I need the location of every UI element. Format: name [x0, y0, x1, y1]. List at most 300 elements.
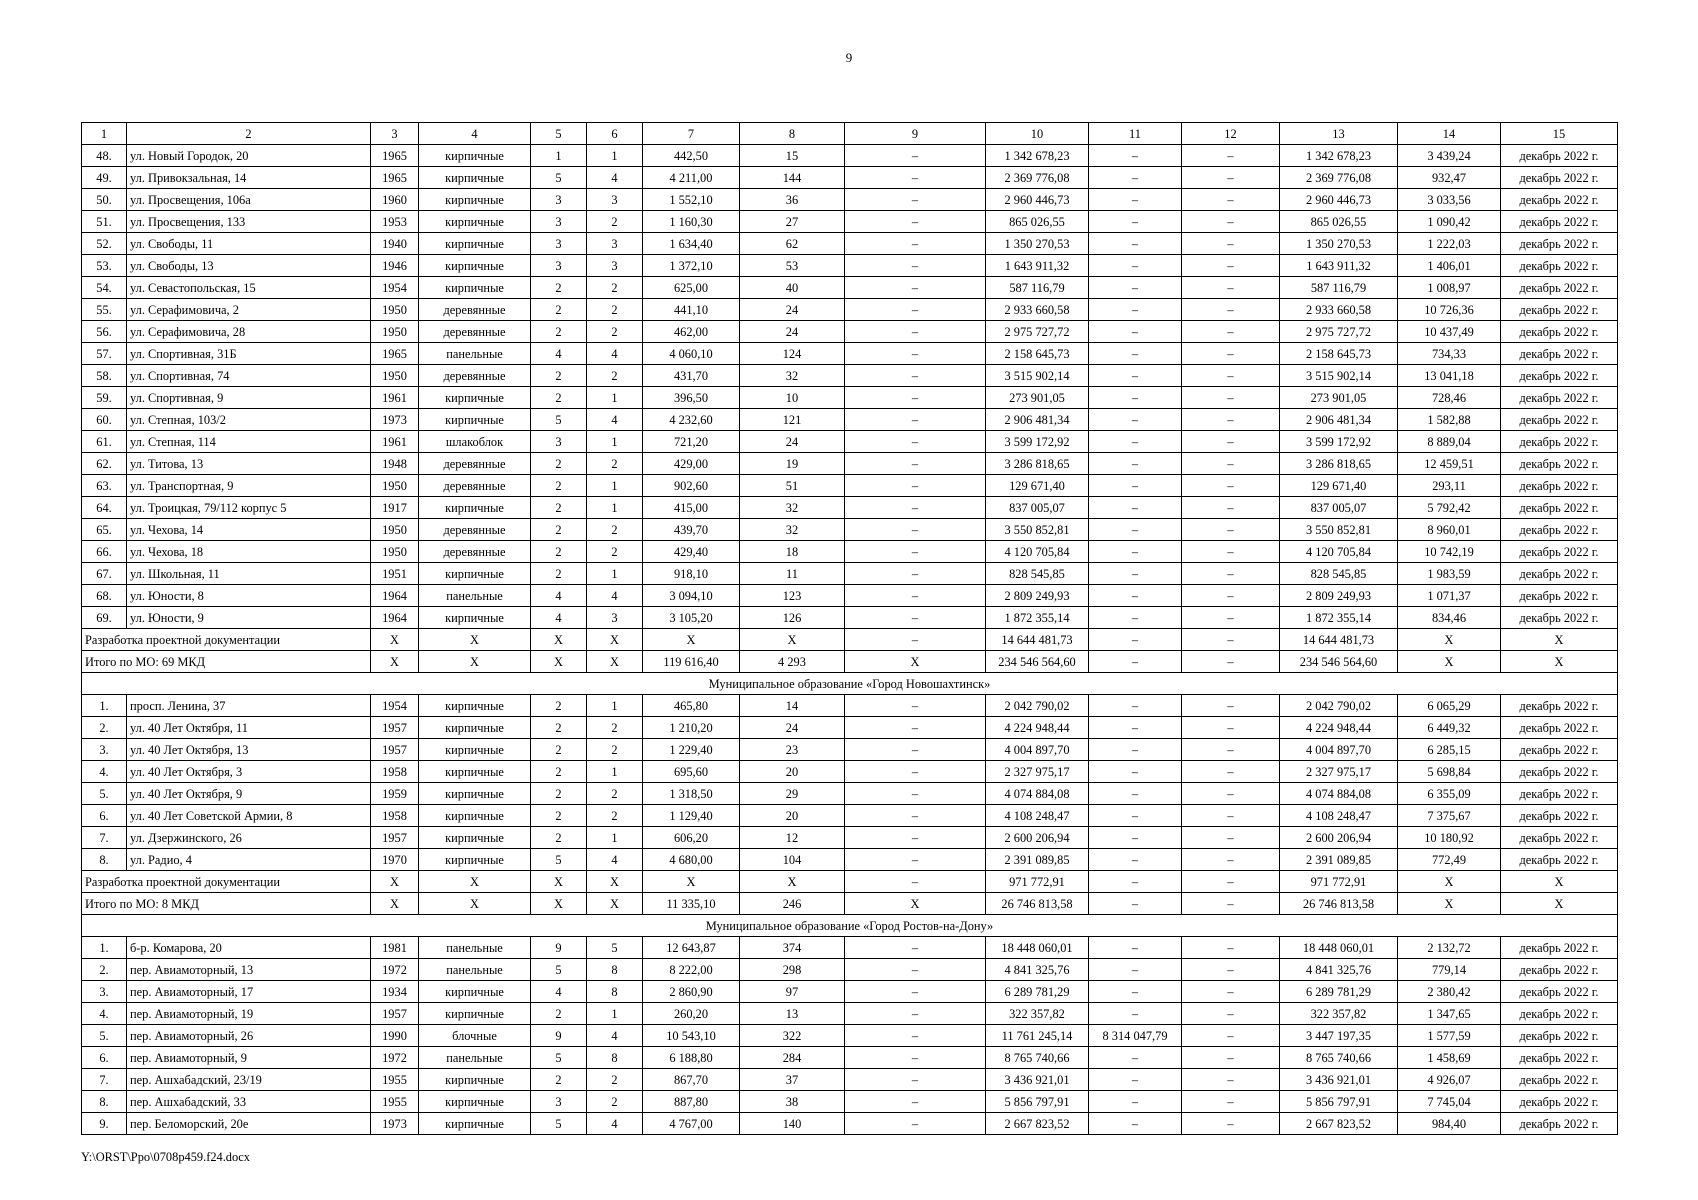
table-row	[82, 981, 1618, 1003]
table-cell: кирпичные	[419, 695, 531, 717]
table-cell: –	[845, 167, 986, 189]
table-cell: 59.	[82, 387, 127, 409]
table-cell: 40	[740, 277, 845, 299]
table-cell: 2 327 975,17	[1280, 761, 1398, 783]
table-cell: –	[845, 255, 986, 277]
table-cell: 69.	[82, 607, 127, 629]
table-cell: –	[845, 343, 986, 365]
table-cell: 5 698,84	[1398, 761, 1501, 783]
table-cell: 2 667 823,52	[986, 1113, 1089, 1135]
table-cell: –	[1182, 959, 1280, 981]
table-cell: 4	[587, 409, 643, 431]
table-cell: –	[1089, 563, 1182, 585]
table-cell: –	[1182, 409, 1280, 431]
table-body	[82, 145, 1618, 1135]
address-cell: ул. Юности, 9	[127, 607, 371, 629]
table-cell: 260,20	[643, 1003, 740, 1025]
table-cell: 273 901,05	[1280, 387, 1398, 409]
table-cell: 1	[531, 145, 587, 167]
address-cell: пер. Ашхабадский, 23/19	[127, 1069, 371, 1091]
table-cell: 4	[587, 849, 643, 871]
table-cell: 2	[587, 365, 643, 387]
table-cell: –	[1182, 541, 1280, 563]
table-cell: –	[845, 409, 986, 431]
table-cell: –	[845, 453, 986, 475]
table-cell: 5.	[82, 783, 127, 805]
table-cell: 439,70	[643, 519, 740, 541]
table-cell: 1950	[371, 475, 419, 497]
table-cell: декабрь 2022 г.	[1501, 717, 1618, 739]
table-cell: 322 357,82	[1280, 1003, 1398, 1025]
table-row	[82, 189, 1618, 211]
table-row	[82, 1003, 1618, 1025]
table-cell: 6 188,80	[643, 1047, 740, 1069]
table-cell: 1981	[371, 937, 419, 959]
table-cell: –	[845, 563, 986, 585]
table-cell: 1 872 355,14	[1280, 607, 1398, 629]
table-cell: –	[1182, 255, 1280, 277]
summary-cell: –	[845, 629, 986, 651]
table-cell: 1 872 355,14	[986, 607, 1089, 629]
table-cell: –	[1182, 277, 1280, 299]
address-cell: ул. Спортивная, 74	[127, 365, 371, 387]
summary-cell: X	[419, 893, 531, 915]
summary-cell: X	[587, 893, 643, 915]
table-cell: 442,50	[643, 145, 740, 167]
table-row	[82, 937, 1618, 959]
table-cell: 6 449,32	[1398, 717, 1501, 739]
table-cell: 1.	[82, 695, 127, 717]
table-cell: деревянные	[419, 321, 531, 343]
address-cell: ул. Свободы, 11	[127, 233, 371, 255]
table-cell: 11	[740, 563, 845, 585]
table-cell: блочные	[419, 1025, 531, 1047]
table-cell: 12 643,87	[643, 937, 740, 959]
table-cell: 3 286 818,65	[986, 453, 1089, 475]
table-cell: 2	[531, 1003, 587, 1025]
table-cell: декабрь 2022 г.	[1501, 365, 1618, 387]
table-cell: 779,14	[1398, 959, 1501, 981]
table-cell: –	[845, 1047, 986, 1069]
table-cell: 6 065,29	[1398, 695, 1501, 717]
table-cell: 1 406,01	[1398, 255, 1501, 277]
table-cell: 1 229,40	[643, 739, 740, 761]
table-cell: 124	[740, 343, 845, 365]
table-cell: 3 550 852,81	[986, 519, 1089, 541]
table-cell: 4 120 705,84	[986, 541, 1089, 563]
summary-cell: –	[845, 871, 986, 893]
table-cell: декабрь 2022 г.	[1501, 431, 1618, 453]
table-cell: 3.	[82, 981, 127, 1003]
table-cell: –	[845, 189, 986, 211]
table-cell: 2	[587, 277, 643, 299]
table-cell: –	[845, 475, 986, 497]
table-cell: 5 792,42	[1398, 497, 1501, 519]
address-cell: пер. Авиамоторный, 9	[127, 1047, 371, 1069]
table-cell: декабрь 2022 г.	[1501, 387, 1618, 409]
table-row	[82, 761, 1618, 783]
table-cell: 2	[587, 783, 643, 805]
table-row	[82, 431, 1618, 453]
table-cell: декабрь 2022 г.	[1501, 585, 1618, 607]
table-cell: шлакоблок	[419, 431, 531, 453]
table-cell: –	[1182, 805, 1280, 827]
table-cell: кирпичные	[419, 409, 531, 431]
housing-repair-table	[81, 122, 1618, 1135]
table-cell: 18 448 060,01	[986, 937, 1089, 959]
table-cell: кирпичные	[419, 783, 531, 805]
table-cell: 1965	[371, 145, 419, 167]
table-cell: 123	[740, 585, 845, 607]
table-cell: 984,40	[1398, 1113, 1501, 1135]
table-cell: 68.	[82, 585, 127, 607]
table-cell: –	[845, 805, 986, 827]
summary-cell: X	[531, 871, 587, 893]
column-number: 3	[371, 123, 419, 145]
table-cell: 1 160,30	[643, 211, 740, 233]
table-cell: –	[1182, 1047, 1280, 1069]
table-row	[82, 167, 1618, 189]
table-cell: 19	[740, 453, 845, 475]
address-cell: пер. Беломорский, 20е	[127, 1113, 371, 1135]
table-row	[82, 211, 1618, 233]
summary-cell: X	[1398, 893, 1501, 915]
table-cell: декабрь 2022 г.	[1501, 475, 1618, 497]
table-cell: 322 357,82	[986, 1003, 1089, 1025]
table-cell: 24	[740, 717, 845, 739]
table-cell: –	[1089, 189, 1182, 211]
table-cell: 62.	[82, 453, 127, 475]
table-cell: 63.	[82, 475, 127, 497]
table-cell: –	[845, 541, 986, 563]
section-header-row	[82, 673, 1618, 695]
table-cell: 10 543,10	[643, 1025, 740, 1047]
table-cell: –	[845, 145, 986, 167]
table-cell: кирпичные	[419, 805, 531, 827]
table-cell: 431,70	[643, 365, 740, 387]
table-cell: 1959	[371, 783, 419, 805]
table-cell: –	[1089, 277, 1182, 299]
table-cell: 2 369 776,08	[1280, 167, 1398, 189]
table-cell: 734,33	[1398, 343, 1501, 365]
table-cell: кирпичные	[419, 145, 531, 167]
table-cell: 1917	[371, 497, 419, 519]
table-cell: декабрь 2022 г.	[1501, 453, 1618, 475]
table-cell: 2 809 249,93	[1280, 585, 1398, 607]
address-cell: ул. Свободы, 13	[127, 255, 371, 277]
table-cell: 1 222,03	[1398, 233, 1501, 255]
table-cell: 1957	[371, 717, 419, 739]
summary-cell: 246	[740, 893, 845, 915]
table-cell: 4 108 248,47	[986, 805, 1089, 827]
address-cell: ул. Транспортная, 9	[127, 475, 371, 497]
table-cell: 2 975 727,72	[1280, 321, 1398, 343]
summary-cell: X	[740, 629, 845, 651]
address-cell: ул. Просвещения, 106а	[127, 189, 371, 211]
table-cell: –	[1089, 585, 1182, 607]
table-cell: 3	[531, 189, 587, 211]
table-cell: –	[1089, 145, 1182, 167]
table-cell: 2 327 975,17	[986, 761, 1089, 783]
summary-cell: 14 644 481,73	[986, 629, 1089, 651]
table-cell: –	[1182, 827, 1280, 849]
summary-cell: X	[845, 893, 986, 915]
table-cell: 2	[531, 563, 587, 585]
table-cell: 429,00	[643, 453, 740, 475]
address-cell: ул. 40 Лет Советской Армии, 8	[127, 805, 371, 827]
column-number: 2	[127, 123, 371, 145]
table-cell: –	[1182, 585, 1280, 607]
table-cell: 9	[531, 1025, 587, 1047]
table-cell: 4 232,60	[643, 409, 740, 431]
table-row	[82, 827, 1618, 849]
table-cell: панельные	[419, 937, 531, 959]
table-cell: 3 286 818,65	[1280, 453, 1398, 475]
table-cell: 1 552,10	[643, 189, 740, 211]
table-cell: деревянные	[419, 541, 531, 563]
table-cell: 2	[531, 541, 587, 563]
table-cell: 6 355,09	[1398, 783, 1501, 805]
table-cell: 867,70	[643, 1069, 740, 1091]
table-cell: –	[1089, 519, 1182, 541]
table-cell: 1950	[371, 321, 419, 343]
table-cell: 5	[531, 409, 587, 431]
table-cell: 837 005,07	[986, 497, 1089, 519]
table-cell: –	[845, 387, 986, 409]
table-cell: 865 026,55	[1280, 211, 1398, 233]
table-cell: –	[1182, 937, 1280, 959]
table-cell: 1957	[371, 1003, 419, 1025]
table-cell: кирпичные	[419, 1069, 531, 1091]
table-cell: 32	[740, 365, 845, 387]
table-cell: –	[1182, 475, 1280, 497]
table-cell: декабрь 2022 г.	[1501, 783, 1618, 805]
table-cell: –	[1089, 783, 1182, 805]
table-cell: 1973	[371, 409, 419, 431]
table-cell: 52.	[82, 233, 127, 255]
table-cell: –	[1182, 431, 1280, 453]
address-cell: ул. Школьная, 11	[127, 563, 371, 585]
table-cell: 695,60	[643, 761, 740, 783]
table-cell: 2	[587, 1091, 643, 1113]
table-cell: –	[1182, 343, 1280, 365]
table-cell: –	[1089, 981, 1182, 1003]
table-cell: –	[1089, 805, 1182, 827]
table-cell: 54.	[82, 277, 127, 299]
table-cell: 2	[531, 827, 587, 849]
address-cell: ул. Дзержинского, 26	[127, 827, 371, 849]
table-cell: декабрь 2022 г.	[1501, 1025, 1618, 1047]
summary-cell: 14 644 481,73	[1280, 629, 1398, 651]
table-cell: 3 439,24	[1398, 145, 1501, 167]
table-cell: –	[845, 959, 986, 981]
table-cell: 2	[587, 299, 643, 321]
table-cell: –	[1089, 1113, 1182, 1135]
table-cell: 3 550 852,81	[1280, 519, 1398, 541]
summary-cell: X	[587, 871, 643, 893]
table-cell: 1 643 911,32	[986, 255, 1089, 277]
table-cell: –	[845, 1069, 986, 1091]
table-cell: декабрь 2022 г.	[1501, 959, 1618, 981]
table-cell: –	[1089, 475, 1182, 497]
table-cell: 2 933 660,58	[986, 299, 1089, 321]
table-cell: 1955	[371, 1091, 419, 1113]
summary-cell: X	[531, 651, 587, 673]
table-cell: панельные	[419, 959, 531, 981]
table-cell: 5	[531, 1113, 587, 1135]
table-cell: декабрь 2022 г.	[1501, 497, 1618, 519]
table-cell: 1 577,59	[1398, 1025, 1501, 1047]
summary-cell: –	[1182, 893, 1280, 915]
table-cell: декабрь 2022 г.	[1501, 541, 1618, 563]
address-cell: ул. 40 Лет Октября, 9	[127, 783, 371, 805]
table-cell: –	[1182, 563, 1280, 585]
table-cell: –	[1089, 607, 1182, 629]
table-cell: 587 116,79	[1280, 277, 1398, 299]
table-cell: 1	[587, 695, 643, 717]
table-row	[82, 321, 1618, 343]
table-cell: 3 599 172,92	[1280, 431, 1398, 453]
summary-cell: –	[1182, 629, 1280, 651]
table-row	[82, 563, 1618, 585]
table-cell: –	[845, 233, 986, 255]
table-cell: 1950	[371, 299, 419, 321]
table-cell: 2	[587, 211, 643, 233]
table-cell: 721,20	[643, 431, 740, 453]
table-cell: 53	[740, 255, 845, 277]
table-cell: 36	[740, 189, 845, 211]
summary-cell: X	[845, 651, 986, 673]
table-cell: кирпичные	[419, 497, 531, 519]
summary-cell: –	[1089, 651, 1182, 673]
table-cell: –	[1089, 167, 1182, 189]
table-cell: –	[845, 1113, 986, 1135]
table-cell: 5.	[82, 1025, 127, 1047]
column-number: 4	[419, 123, 531, 145]
table-cell: –	[1089, 1069, 1182, 1091]
summary-cell: X	[1398, 629, 1501, 651]
table-cell: 55.	[82, 299, 127, 321]
table-cell: –	[1182, 233, 1280, 255]
table-cell: 1957	[371, 739, 419, 761]
summary-cell: –	[1182, 651, 1280, 673]
summary-cell: X	[419, 871, 531, 893]
table-cell: –	[1182, 189, 1280, 211]
table-cell: 415,00	[643, 497, 740, 519]
address-cell: ул. Чехова, 14	[127, 519, 371, 541]
table-cell: –	[1182, 387, 1280, 409]
table-cell: 144	[740, 167, 845, 189]
table-cell: 9	[531, 937, 587, 959]
table-cell: кирпичные	[419, 255, 531, 277]
table-cell: 32	[740, 519, 845, 541]
table-cell: –	[1182, 321, 1280, 343]
address-cell: пер. Ашхабадский, 33	[127, 1091, 371, 1113]
table-cell: –	[845, 299, 986, 321]
table-cell: –	[845, 519, 986, 541]
table-cell: декабрь 2022 г.	[1501, 255, 1618, 277]
table-cell: 1	[587, 497, 643, 519]
table-cell: –	[845, 1025, 986, 1047]
table-cell: –	[1182, 695, 1280, 717]
table-row	[82, 607, 1618, 629]
table-cell: 51.	[82, 211, 127, 233]
table-cell: 865 026,55	[986, 211, 1089, 233]
table-cell: 2 042 790,02	[986, 695, 1089, 717]
table-cell: 322	[740, 1025, 845, 1047]
table-cell: 3	[531, 233, 587, 255]
table-cell: 1948	[371, 453, 419, 475]
table-row	[82, 409, 1618, 431]
table-cell: 32	[740, 497, 845, 519]
table-cell: 8 765 740,66	[986, 1047, 1089, 1069]
table-cell: –	[1182, 299, 1280, 321]
table-cell: 1.	[82, 937, 127, 959]
table-cell: 828 545,85	[1280, 563, 1398, 585]
table-cell: 902,60	[643, 475, 740, 497]
address-cell: пер. Авиамоторный, 26	[127, 1025, 371, 1047]
table-cell: 1	[587, 145, 643, 167]
table-cell: 7 745,04	[1398, 1091, 1501, 1113]
address-cell: ул. Серафимовича, 28	[127, 321, 371, 343]
table-cell: 1 347,65	[1398, 1003, 1501, 1025]
table-cell: 49.	[82, 167, 127, 189]
table-cell: 3 094,10	[643, 585, 740, 607]
table-cell: 1 983,59	[1398, 563, 1501, 585]
table-cell: –	[1182, 1025, 1280, 1047]
table-cell: –	[845, 717, 986, 739]
table-cell: 65.	[82, 519, 127, 541]
table-cell: деревянные	[419, 365, 531, 387]
summary-cell: X	[1501, 871, 1618, 893]
table-row	[82, 343, 1618, 365]
table-cell: декабрь 2022 г.	[1501, 827, 1618, 849]
table-cell: 48.	[82, 145, 127, 167]
table-cell: 1 342 678,23	[1280, 145, 1398, 167]
summary-cell: X	[1501, 893, 1618, 915]
table-cell: 27	[740, 211, 845, 233]
table-cell: –	[1089, 937, 1182, 959]
table-cell: 1955	[371, 1069, 419, 1091]
table-cell: 772,49	[1398, 849, 1501, 871]
table-cell: –	[845, 827, 986, 849]
table-cell: 2	[531, 321, 587, 343]
summary-cell: X	[419, 629, 531, 651]
table-cell: 37	[740, 1069, 845, 1091]
table-cell: 298	[740, 959, 845, 981]
summary-cell: X	[587, 651, 643, 673]
table-cell: декабрь 2022 г.	[1501, 1091, 1618, 1113]
summary-label: Итого по МО: 69 МКД	[82, 651, 371, 673]
table-cell: 10 726,36	[1398, 299, 1501, 321]
table-cell: 6.	[82, 1047, 127, 1069]
table-cell: 6 289 781,29	[1280, 981, 1398, 1003]
table-cell: –	[845, 211, 986, 233]
summary-cell: X	[371, 871, 419, 893]
summary-cell: –	[1182, 871, 1280, 893]
summary-cell: X	[1501, 651, 1618, 673]
table-cell: 462,00	[643, 321, 740, 343]
summary-cell: X	[419, 651, 531, 673]
summary-label: Итого по МО: 8 МКД	[82, 893, 371, 915]
table-cell: 1	[587, 475, 643, 497]
address-cell: ул. 40 Лет Октября, 13	[127, 739, 371, 761]
table-cell: кирпичные	[419, 849, 531, 871]
table-cell: –	[845, 981, 986, 1003]
table-cell: 1	[587, 563, 643, 585]
table-cell: 1946	[371, 255, 419, 277]
summary-cell: 26 746 813,58	[986, 893, 1089, 915]
